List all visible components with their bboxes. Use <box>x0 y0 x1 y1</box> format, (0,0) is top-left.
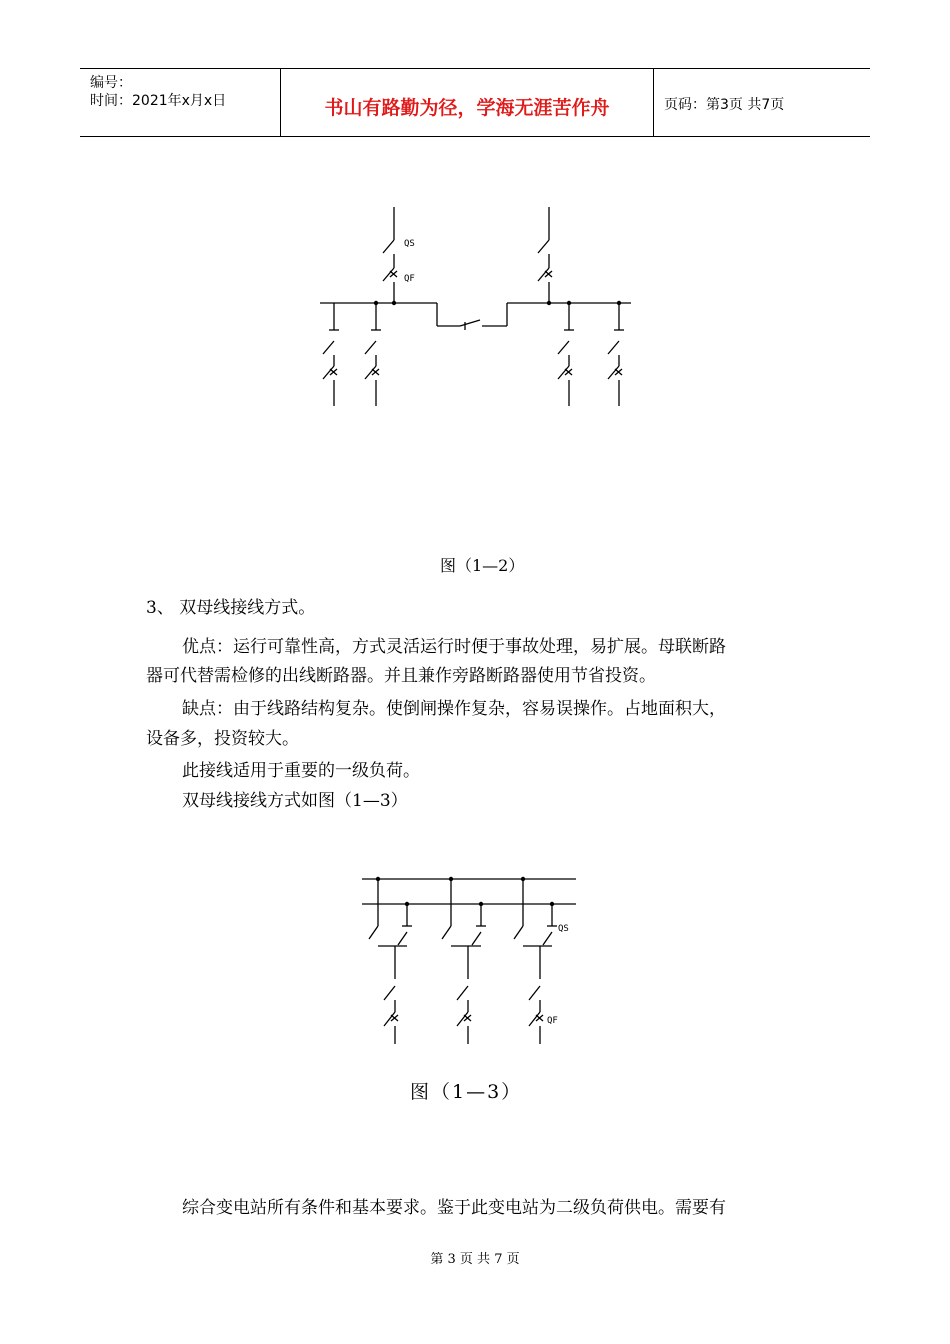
disadvantages-line-2: 设备多，投资较大。 <box>146 729 299 749</box>
fig1-qs-label: QS <box>404 239 415 249</box>
advantages-line-1: 优点：运行可靠性高，方式灵活运行时便于事故处理，易扩展。母联断路 <box>182 637 726 657</box>
document-number-label: 编号： <box>90 75 132 91</box>
advantages-line-2: 器可代替需检修的出线断路器。并且兼作旁路断路器使用节省投资。 <box>146 666 656 686</box>
figure-reference-paragraph: 双母线接线方式如图（1—3） <box>182 791 408 811</box>
figure-1-2-caption: 图（1—2） <box>440 556 525 575</box>
page-footer: 第 3 页 共 7 页 <box>430 1252 520 1267</box>
fig2-qf-label: QF <box>547 1016 558 1026</box>
figure-1-3-caption: 图（1—3） <box>410 1081 523 1103</box>
header-page-code: 页码：第3页 共7页 <box>664 97 785 113</box>
header-motto: 书山有路勤为径，学海无涯苦作舟 <box>324 97 610 119</box>
fig2-qs-label: QS <box>558 924 569 934</box>
section-3-title: 3、 双母线接线方式。 <box>146 598 316 618</box>
fig1-qf-label: QF <box>404 274 415 284</box>
closing-paragraph: 综合变电站所有条件和基本要求。鉴于此变电站为二级负荷供电。需要有 <box>182 1198 726 1218</box>
document-time-label: 时间：2021年x月x日 <box>90 93 227 109</box>
disadvantages-line-1: 缺点：由于线路结构复杂。使倒闸操作复杂，容易误操作。占地面积大， <box>182 699 726 719</box>
application-paragraph: 此接线适用于重要的一级负荷。 <box>182 761 420 781</box>
